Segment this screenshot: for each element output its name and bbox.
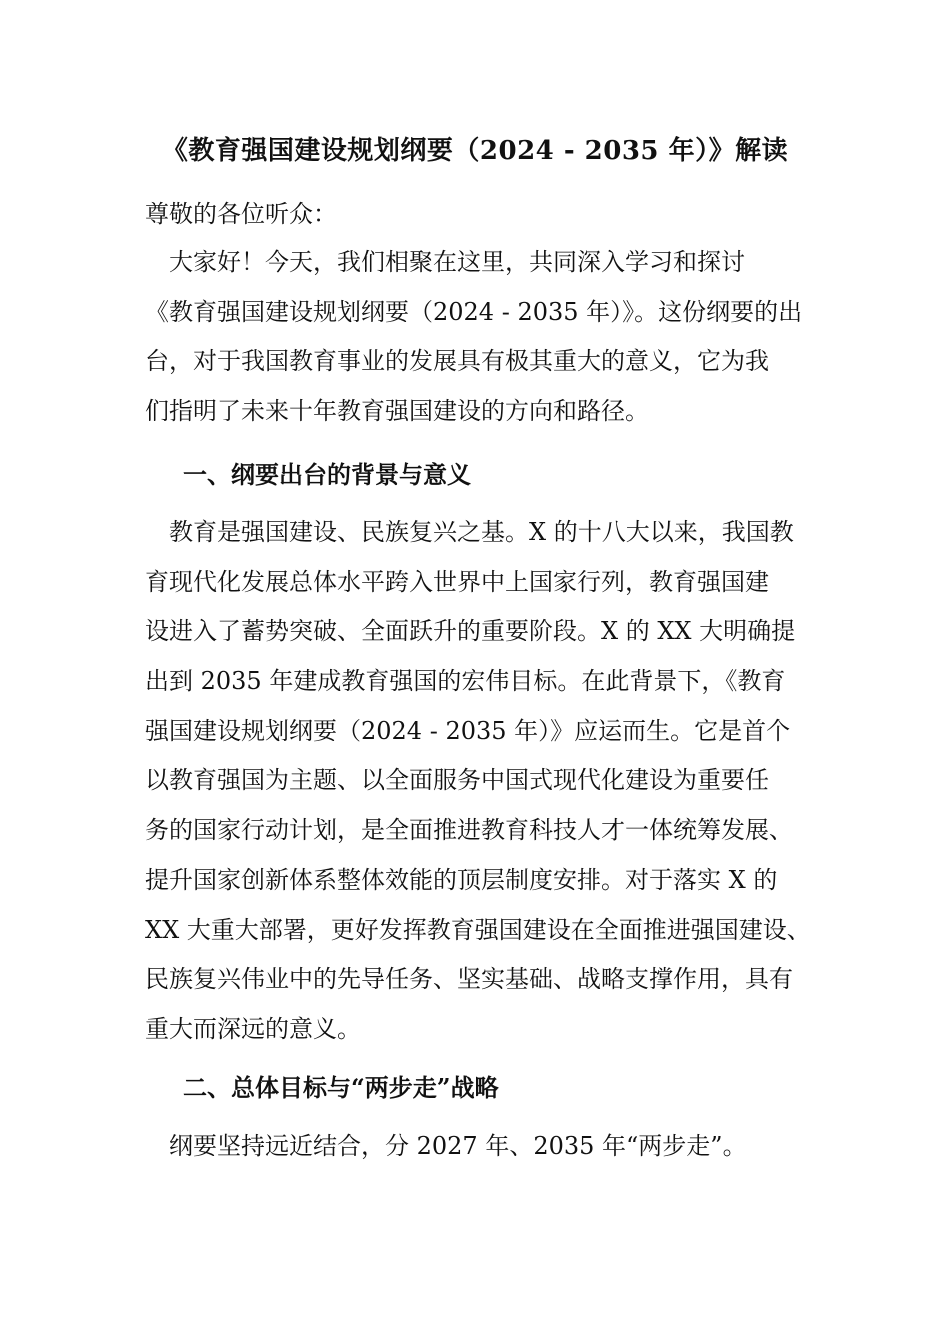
paragraph-line: 纲要坚持远近结合，分 2027 年、2035 年“两步走”。 — [145, 1132, 747, 1160]
document-title: 《教育强国建设规划纲要（2024 - 2035 年）》解读 — [161, 136, 789, 166]
paragraph-line: 设进入了蓄势突破、全面跃升的重要阶段。X 的 XX 大明确提 — [145, 617, 796, 646]
paragraph-line: 以教育强国为主题、以全面服务中国式现代化建设为重要任 — [145, 766, 769, 795]
paragraph-line: 务的国家行动计划，是全面推进教育科技人才一体统筹发展、 — [145, 816, 793, 845]
paragraph-line: 教育是强国建设、民族复兴之基。X 的十八大以来，我国教 — [145, 518, 794, 546]
paragraph-line: 大家好！今天，我们相聚在这里，共同深入学习和探讨 — [145, 248, 745, 276]
section-1-paragraph — [145, 508, 815, 1055]
salutation: 尊敬的各位听众： — [145, 200, 337, 228]
paragraph-line: 民族复兴伟业中的先导任务、坚实基础、战略支撑作用，具有 — [145, 965, 793, 994]
paragraph-line: 《教育强国建设规划纲要（2024 - 2035 年）》。这份纲要的出 — [145, 297, 803, 326]
section-heading-2: 二、总体目标与“两步走”战略 — [183, 1073, 499, 1102]
paragraph-line: 们指明了未来十年教育强国建设的方向和路径。 — [145, 397, 649, 426]
paragraph-line: 重大而深远的意义。 — [145, 1014, 361, 1043]
paragraph-line: 提升国家创新体系整体效能的顶层制度安排。对于落实 X 的 — [145, 865, 778, 894]
paragraph-line: 出到 2035 年建成教育强国的宏伟目标。在此背景下，《教育 — [145, 667, 786, 696]
paragraph-line: 育现代化发展总体水平跨入世界中上国家行列，教育强国建 — [145, 567, 769, 596]
intro-paragraph — [145, 238, 815, 437]
paragraph-line: 台，对于我国教育事业的发展具有极其重大的意义，它为我 — [145, 347, 769, 376]
paragraph-line: 强国建设规划纲要（2024 - 2035 年）》应运而生。它是首个 — [145, 716, 791, 745]
section-2-paragraph — [145, 1122, 815, 1172]
paragraph-line: XX 大重大部署，更好发挥教育强国建设在全面推进强国建设、 — [145, 915, 811, 944]
section-heading-1: 一、纲要出台的背景与意义 — [183, 460, 471, 489]
